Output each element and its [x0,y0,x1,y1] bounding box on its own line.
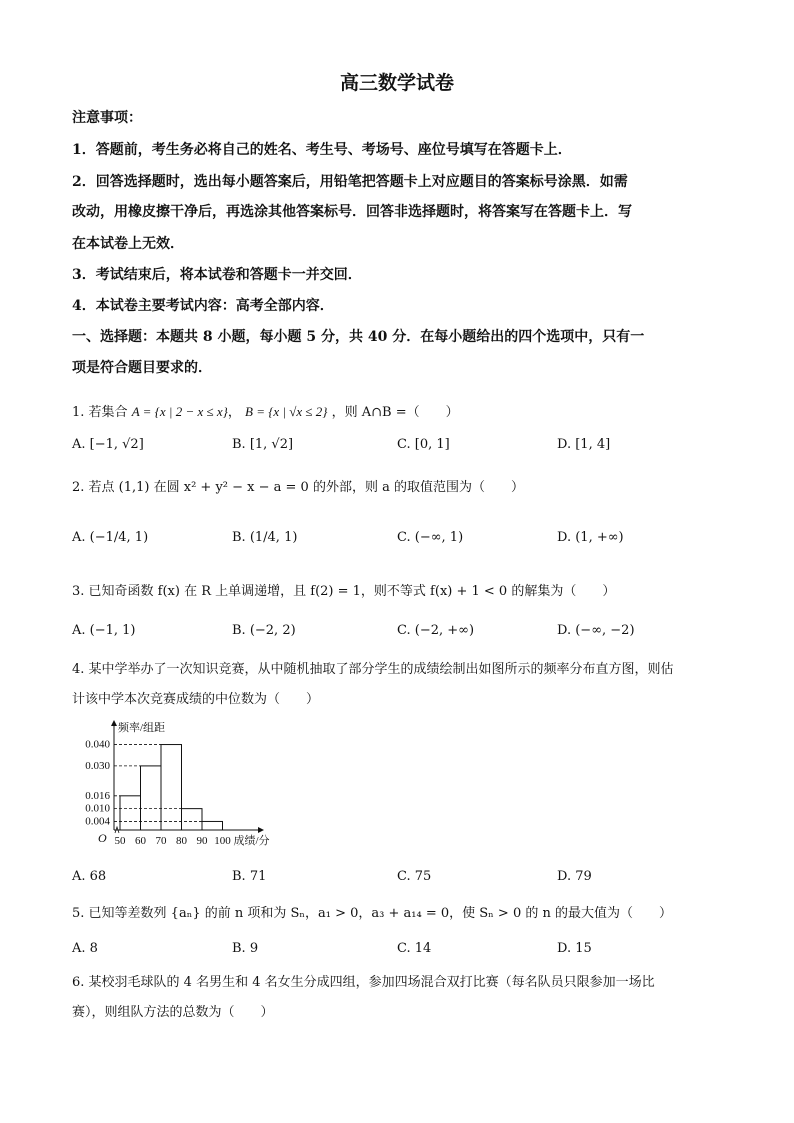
q1-option-d: D. [1, 4] [557,437,611,452]
q1-set-b: B = {x | √x ≤ 2} [245,404,328,419]
y-tick-label: 0.016 [85,789,110,802]
x-tick-label: 50 [114,835,126,847]
q5-option-b: B. 9 [232,941,259,956]
notice-item-3: 3．考试结束后，将本试卷和答题卡一并交回． [72,267,362,283]
section-heading-cont: 项是符合题目要求的． [72,360,212,376]
q1-option-b: B. [1, √2] [232,437,294,452]
q6-stem-line-2: 赛），则组队方法的总数为（ ） [72,1005,274,1020]
y-axis-label: 频率/组距 [118,722,166,734]
notice-item-2: 2．回答选择题时，选出每小题答案后，用铅笔把答题卡上对应题目的答案标号涂黑．如需 [72,174,628,190]
x-tick-label: 90 [196,835,208,847]
q2-option-a: A. (−1/4, 1) [72,530,149,545]
y-tick-label: 0.004 [85,815,110,828]
notice-heading: 注意事项： [72,110,142,126]
q5-option-a: A. 8 [72,941,98,956]
q1-stem: 1. 若集合 A = {x | 2 − x ≤ x}， B = {x | √x ≤ 2} ，则 A∩B =（ ） [72,404,459,420]
q2-option-b: B. (1/4, 1) [232,530,298,545]
frequency-histogram [70,718,300,858]
q3-option-c: C. (−2, +∞) [397,623,475,638]
histogram-bar [120,796,141,830]
q4-stem-line-2: 计该中学本次竞赛成绩的中位数为（ ） [72,692,320,707]
q3-stem: 3. 已知奇函数 f(x) 在 R 上单调递增，且 f(2) = 1，则不等式 f(x) + 1 < 0 的解集为（ ） [72,584,616,599]
y-tick-label: 0.040 [85,738,110,751]
histogram-bar [161,745,182,830]
x-axis-label: 成绩/分 [233,835,270,847]
q2-stem: 2. 若点 (1,1) 在圆 x² + y² − x − a = 0 的外部，则 a 的取值范围为（ ） [72,480,524,495]
q5-option-d: D. 15 [557,941,592,956]
q2-option-c: C. (−∞, 1) [397,530,464,545]
q2-option-d: D. (1, +∞) [557,530,624,545]
section-heading: 一、选择题：本题共 8 小题，每小题 5 分，共 40 分．在每小题给出的四个选项中，只有一 [72,329,645,345]
y-tick-label: 0.030 [85,759,110,772]
q1-option-a: A. [−1, √2] [72,437,144,452]
q1-set-a: A = {x | 2 − x ≤ x} [131,404,228,419]
y-tick-label: 0.010 [85,802,110,815]
notice-item-2-cont: 改动，用橡皮擦干净后，再选涂其他答案标号．回答非选择题时，将答案写在答题卡上．写 [72,204,632,220]
q4-option-d: D. 79 [557,869,592,884]
y-axis-arrow [111,720,117,726]
histogram-bar [202,821,223,830]
q5-option-c: C. 14 [397,941,432,956]
x-axis-arrow [258,827,264,833]
q3-option-d: D. (−∞, −2) [557,623,635,638]
x-tick-label: 80 [176,835,187,847]
x-tick-label: 60 [135,835,146,847]
histogram-bar [182,809,203,830]
q4-stem-line-1: 4. 某中学举办了一次知识竞赛，从中随机抽取了部分学生的成绩绘制出如图所示的频率分布直方图，则估 [72,662,674,677]
origin-label: O [98,831,107,845]
q4-option-c: C. 75 [397,869,432,884]
q1-option-c: C. [0, 1] [397,437,450,452]
q4-option-b: B. 71 [232,869,267,884]
notice-item-4: 4．本试卷主要考试内容：高考全部内容． [72,298,334,314]
notice-item-1: 1．答题前，考生务必将自己的姓名、考生号、考场号、座位号填写在答题卡上． [72,142,572,158]
q6-stem-line-1: 6. 某校羽毛球队的 4 名男生和 4 名女生分成四组，参加四场混合双打比赛（每名队员只限参加一场比 [72,975,655,990]
notice-item-2-end: 在本试卷上无效． [72,236,184,252]
x-tick-label: 100 [214,835,231,847]
q3-option-a: A. (−1, 1) [72,623,136,638]
q5-stem: 5. 已知等差数列 {aₙ} 的前 n 项和为 Sₙ，a₁ > 0，a₃ + a₁₄ = 0，使 Sₙ > 0 的 n 的最大值为（ ） [72,906,672,921]
q4-option-a: A. 68 [72,869,107,884]
x-tick-label: 70 [155,835,167,847]
histogram-bar [141,766,162,830]
page-title: 高三数学试卷 [339,72,454,94]
q3-option-b: B. (−2, 2) [232,623,296,638]
